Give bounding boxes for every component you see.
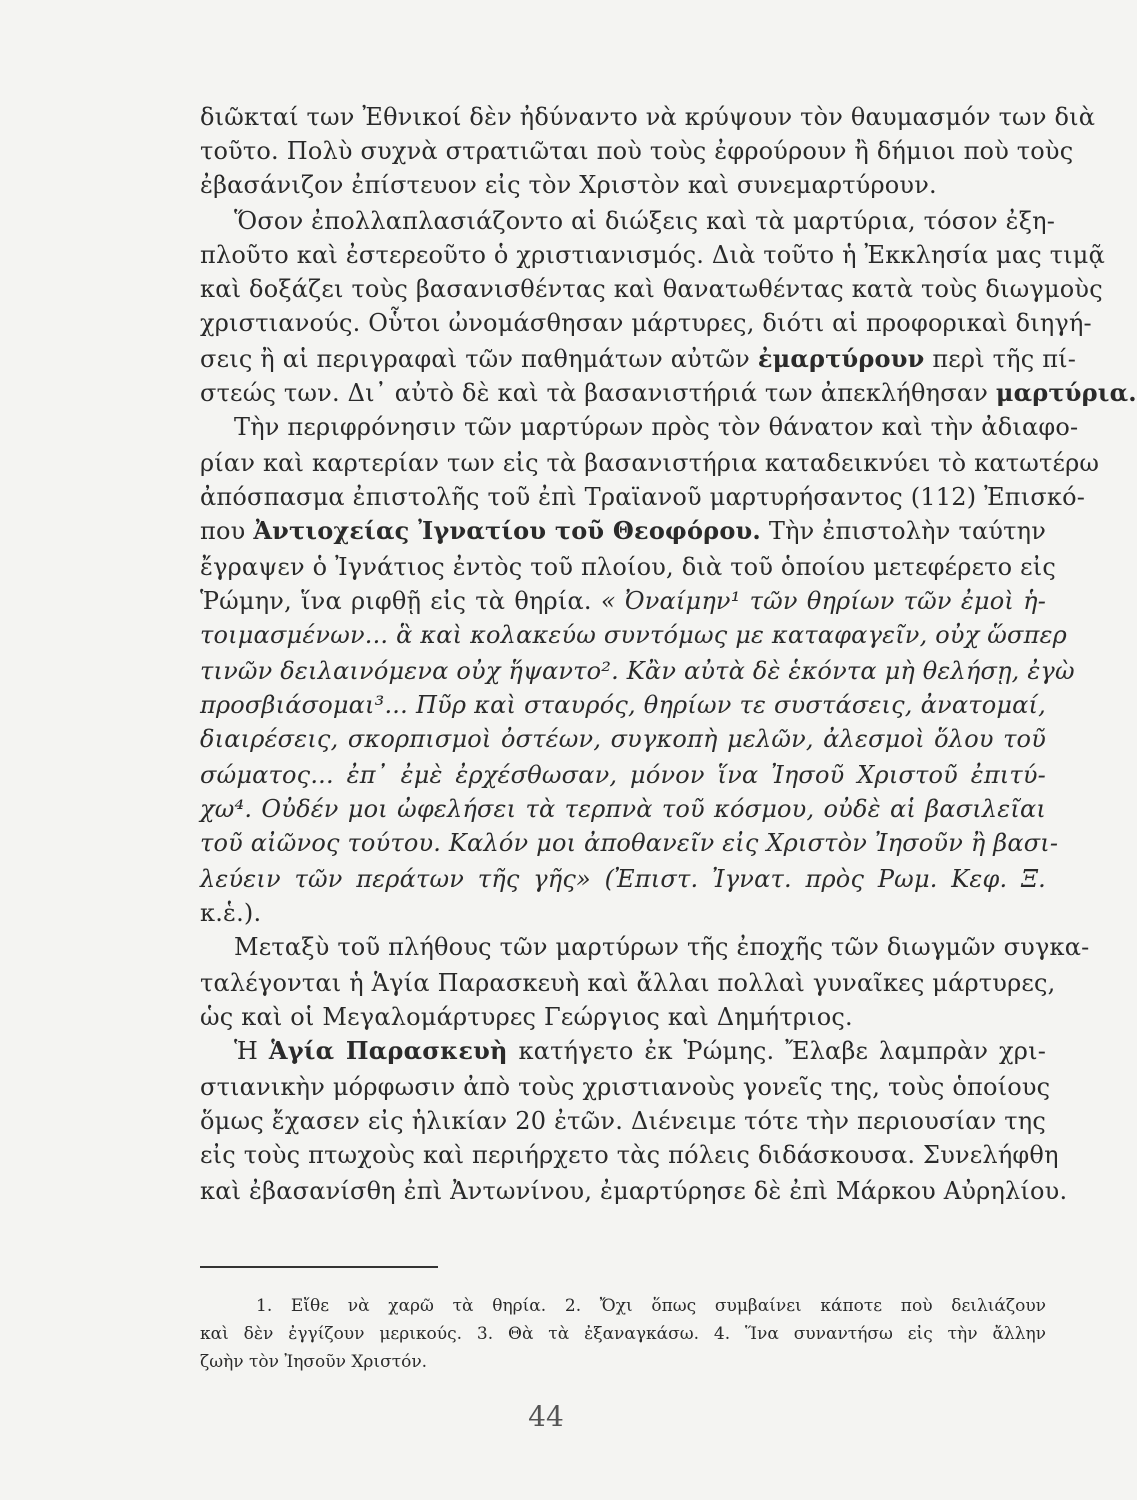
text-line — [234, 930, 1090, 964]
text-segment: ρίαν καὶ καρτερίαν των εἰς τὰ βασανιστήρια καταδεικνύει τὸ κατωτέρω — [200, 449, 1100, 477]
text-line — [200, 376, 1137, 410]
text-segment: πλοῦτο καὶ ἐστερεοῦτο ὁ χριστιανισμός. Διὰ τοῦτο ἡ Ἐκκλησία μας τιμᾷ — [200, 241, 1105, 269]
text-line — [200, 722, 1046, 756]
text-segment: τινῶν δειλαινόμενα οὐχ ἥψαντο². Κἂν αὐτὰ δὲ ἑκόντα μὴ θελήσῃ, ἐγὼ — [200, 657, 1075, 685]
text-segment: Ἀντιοχείας Ἰγνατίου τοῦ Θεοφόρου. — [253, 516, 761, 545]
text-segment: διαιρέσεις, σκορπισμοὶ ὀστέων, συγκοπὴ μελῶν, ἀλεσμοὶ ὅλου τοῦ — [200, 725, 1046, 753]
text-line — [200, 862, 1046, 896]
text-segment: τοιμασμένων... ἃ καὶ κολακεύω συντόμως με καταφαγεῖν, οὐχ ὥσπερ — [200, 621, 1067, 649]
text-segment: Τὴν περιφρόνησιν τῶν μαρτύρων πρὸς τὸν θάνατον καὶ τὴν ἀδιαφο- — [234, 413, 1079, 441]
text-segment: λεύειν τῶν περάτων τῆς γῆς» (Ἐπιστ. Ἰγνατ. πρὸς Ρωμ. Κεφ. Ξ. — [200, 865, 1046, 893]
text-segment: καὶ δοξάζει τοὺς βασανισθέντας καὶ θανατωθέντας κατὰ τοὺς διωγμοὺς — [200, 275, 1103, 303]
text-segment: μαρτύρια. — [995, 378, 1137, 407]
text-segment: διῶκταί των Ἐθνικοί δὲν ἠδύναντο νὰ κρύψουν τὸν θαυμασμόν των διὰ — [200, 103, 1096, 131]
text-segment: χριστιανούς. Οὗτοι ὠνομάσθησαν μάρτυρες, διότι αἱ προφορικαὶ διηγή- — [200, 309, 1092, 337]
text-segment: Μεταξὺ τοῦ πλήθους τῶν μαρτύρων τῆς ἐποχῆς τῶν διωγμῶν συγκα- — [234, 933, 1090, 961]
text-line — [200, 238, 1105, 272]
text-line — [200, 1070, 1051, 1104]
text-segment: χω⁴. Οὐδέν μοι ὠφελήσει τὰ τερπνὰ τοῦ κόσμου, οὐδὲ αἱ βασιλεῖαι — [200, 795, 1046, 823]
text-segment: στεώς των. Δι᾿ αὐτὸ δὲ καὶ τὰ βασανιστήριά των ἀπεκλήθησαν — [200, 379, 996, 407]
text-segment: Ὅσον ἐπολλαπλασιάζοντο αἱ διώξεις καὶ τὰ μαρτύρια, τόσον ἐξη- — [234, 207, 1056, 235]
text-line — [200, 306, 1092, 340]
text-line — [200, 758, 1046, 792]
text-line — [200, 100, 1096, 134]
text-line — [200, 514, 1046, 548]
text-segment: καὶ ἐβασανίσθη ἐπὶ Ἀντωνίνου, ἐμαρτύρησε δὲ ἐπὶ Μάρκου Αὐρηλίου. — [200, 1177, 1068, 1205]
text-segment: Τὴν ἐπιστολὴν ταύτην — [760, 517, 1046, 545]
text-segment: προσβιάσομαι³... Πῦρ καὶ σταυρός, θηρίων τε συστάσεις, ἀνατομαί, — [200, 691, 1046, 719]
text-segment: ἔγραψεν ὁ Ἰγνάτιος ἐντὸς τοῦ πλοίου, διὰ τοῦ ὁποίου μετεφέρετο εἰς — [200, 553, 1057, 581]
footnote-line: ζωὴν τὸν Ἰησοῦν Χριστόν. — [200, 1352, 428, 1372]
text-line — [234, 204, 1056, 238]
text-segment: τοῦτο. Πολὺ συχνὰ στρατιῶται ποὺ τοὺς ἐφρούρουν ἢ δήμιοι ποὺ τοὺς — [200, 137, 1074, 165]
text-line — [200, 1138, 1059, 1172]
text-line — [200, 1000, 1046, 1034]
text-segment: κ.ἑ.). — [200, 899, 262, 927]
text-segment: ταλέγονται ἡ Ἁγία Παρασκευὴ καὶ ἄλλαι πολλαὶ γυναῖκες μάρτυρες, — [200, 969, 1056, 997]
text-line — [200, 446, 1100, 480]
text-segment: περὶ τῆς πί- — [924, 345, 1077, 373]
text-line — [200, 134, 1074, 168]
text-segment: Ἁγία Παρασκευὴ — [268, 1036, 508, 1065]
text-segment: Ῥώμην, ἵνα ριφθῇ εἰς τὰ θηρία. — [200, 587, 601, 615]
text-line — [200, 654, 1075, 688]
footnote-line: 1. Εἴθε νὰ χαρῶ τὰ θηρία. 2. Ὄχι ὅπως συμβαίνει κάποτε ποὺ δειλιάζουν — [256, 1296, 1046, 1316]
text-segment: ὅμως ἔχασεν εἰς ἡλικίαν 20 ἐτῶν. Διένειμε τότε τὴν περιουσίαν της — [200, 1107, 1046, 1135]
text-line — [200, 550, 1057, 584]
text-segment: στιανικὴν μόρφωσιν ἀπὸ τοὺς χριστιανοὺς γονεῖς της, τοὺς ὁποίους — [200, 1073, 1051, 1101]
text-segment: τοῦ αἰῶνος τούτου. Καλόν μοι ἀποθανεῖν εἰς Χριστὸν Ἰησοῦν ἢ βασι- — [200, 829, 1059, 857]
text-line — [200, 272, 1103, 306]
text-line — [200, 688, 1046, 722]
page-number: 44 — [528, 1400, 564, 1433]
text-segment: σώματος... ἐπ᾿ ἐμὲ ἐρχέσθωσαν, μόνον ἵνα Ἰησοῦ Χριστοῦ ἐπιτύ- — [200, 761, 1046, 789]
text-line — [200, 584, 1046, 618]
text-segment: εἰς τοὺς πτωχοὺς καὶ περιήρχετο τὰς πόλεις διδάσκουσα. Συνελήφθη — [200, 1141, 1059, 1169]
text-segment: που — [200, 517, 254, 545]
text-line — [200, 1104, 1046, 1138]
text-line — [234, 1034, 1046, 1068]
text-line — [200, 168, 1046, 202]
text-line — [200, 792, 1046, 826]
text-line — [200, 826, 1059, 860]
text-segment: Ἡ — [234, 1037, 269, 1065]
text-line — [200, 480, 1086, 514]
text-segment: ἐμαρτύρουν — [757, 344, 925, 373]
text-line — [200, 618, 1067, 652]
text-line — [200, 342, 1077, 376]
text-segment: ἐβασάνιζον ἐπίστευον εἰς τὸν Χριστὸν καὶ συνεμαρτύρουν. — [200, 171, 937, 199]
text-segment: ὡς καὶ οἱ Μεγαλομάρτυρες Γεώργιος καὶ Δημήτριος. — [200, 1003, 853, 1031]
text-segment: κατήγετο ἐκ Ῥώμης. Ἔλαβε λαμπρὰν χρι- — [507, 1037, 1047, 1065]
text-line — [200, 1174, 1068, 1208]
text-segment: ἀπόσπασμα ἐπιστολῆς τοῦ ἐπὶ Τραϊανοῦ μαρτυρήσαντος (112) Ἐπισκό- — [200, 483, 1086, 511]
text-line — [234, 410, 1079, 444]
text-line — [200, 896, 1046, 930]
text-line — [200, 966, 1056, 1000]
footnote-separator — [200, 1266, 438, 1268]
footnote-line: καὶ δὲν ἐγγίζουν μερικούς. 3. Θὰ τὰ ἐξαναγκάσω. 4. Ἵνα συναντήσω εἰς τὴν ἄλλην — [200, 1324, 1046, 1344]
text-segment: σεις ἢ αἱ περιγραφαὶ τῶν παθημάτων αὐτῶν — [200, 345, 758, 373]
text-segment: « Ὀναίμην¹ τῶν θηρίων τῶν ἐμοὶ ἡ- — [600, 587, 1046, 615]
